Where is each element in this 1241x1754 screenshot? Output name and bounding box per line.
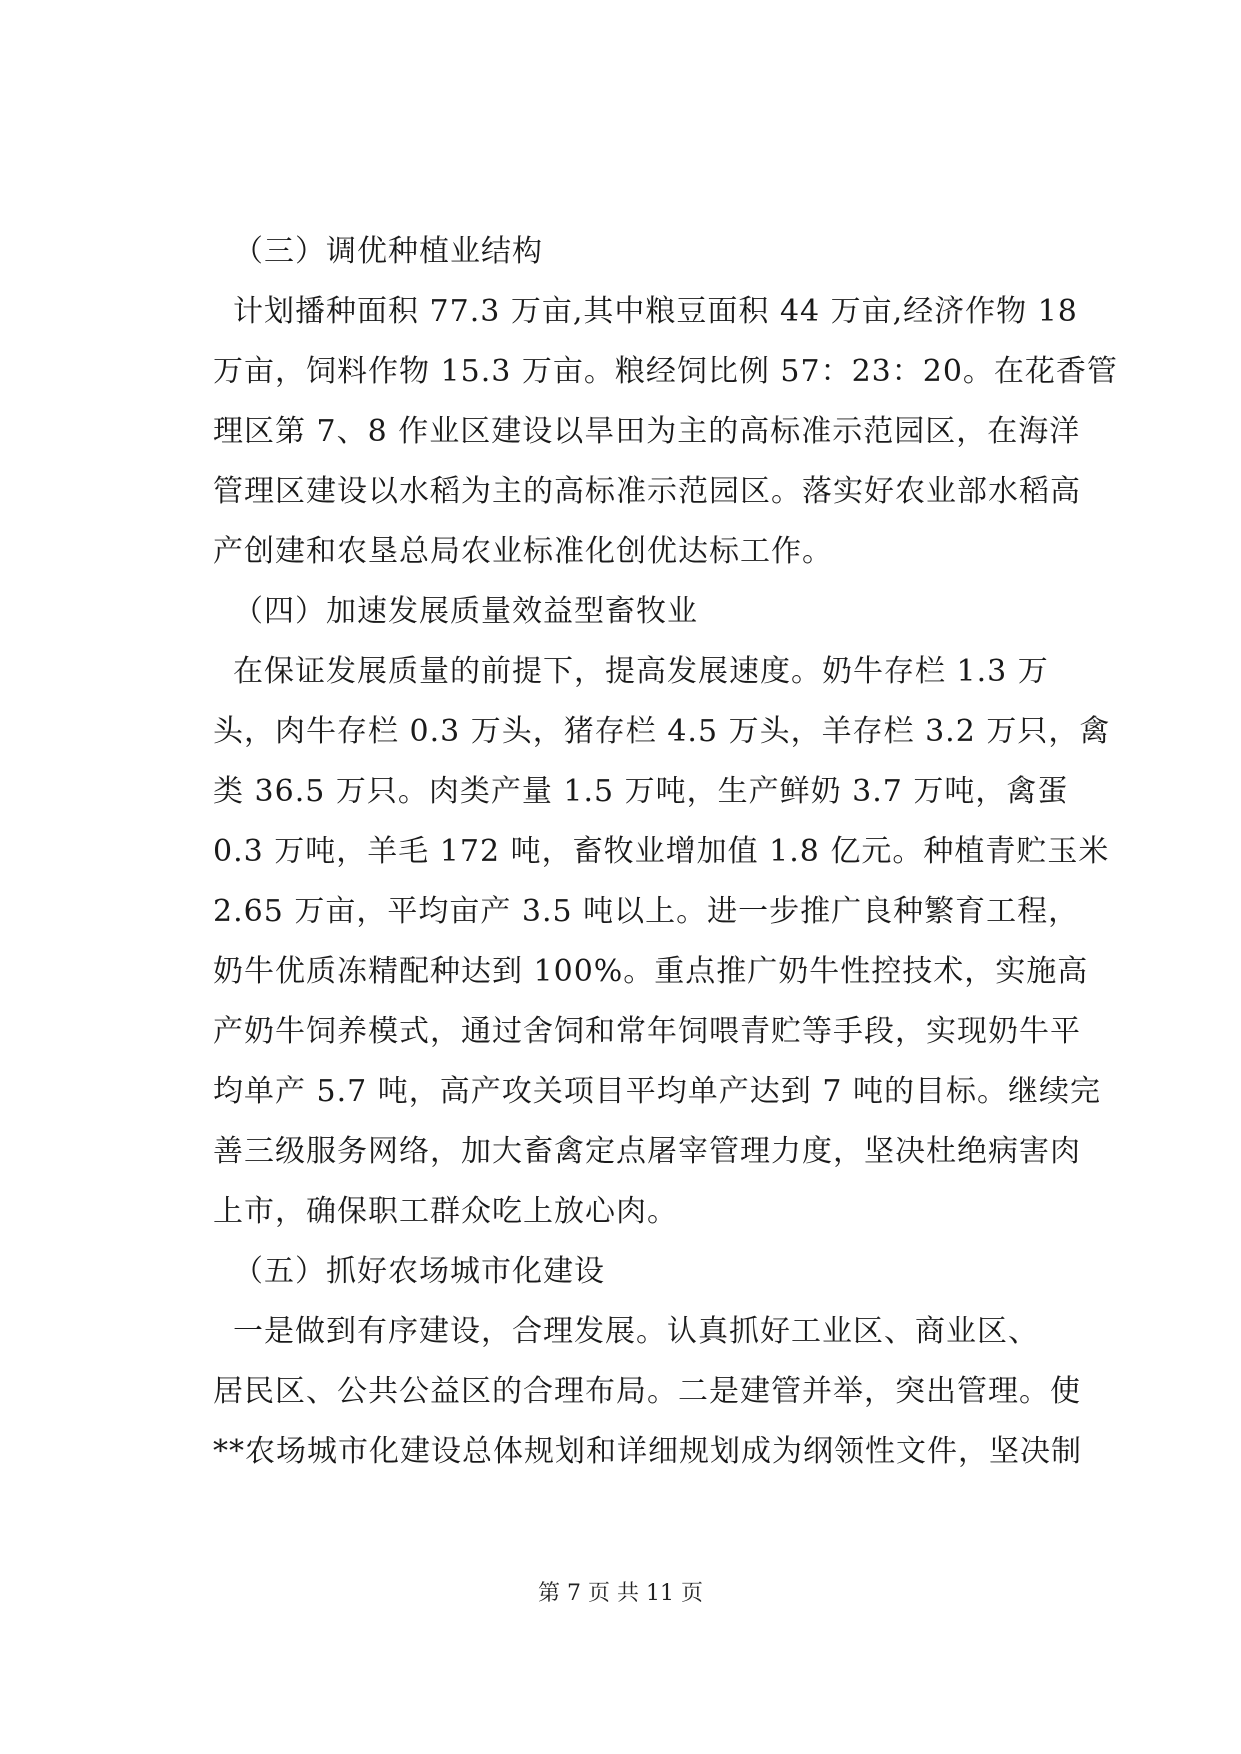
page-number-footer: 第 7 页 共 11 页: [538, 1581, 703, 1606]
paragraph-line: 管理区建设以水稻为主的高标准示范园区。落实好农业部水稻高: [213, 474, 1081, 509]
paragraph-line: 计划播种面积 77.3 万亩,其中粮豆面积 44 万亩,经济作物 18: [233, 294, 1078, 329]
paragraph-line: 头，肉牛存栏 0.3 万头，猪存栏 4.5 万头，羊存栏 3.2 万只，禽: [213, 714, 1111, 749]
paragraph-line: 一是做到有序建设，合理发展。认真抓好工业区、商业区、: [233, 1314, 1039, 1349]
paragraph-line: 万亩，饲料作物 15.3 万亩。粮经饲比例 57：23：20。在花香管: [213, 354, 1118, 389]
paragraph-line: 产奶牛饲养模式，通过舍饲和常年饲喂青贮等手段，实现奶牛平: [213, 1014, 1081, 1049]
section-heading-4: （四）加速发展质量效益型畜牧业: [233, 594, 698, 629]
paragraph-line: 产创建和农垦总局农业标准化创优达标工作。: [213, 534, 833, 569]
section-heading-3: （三）调优种植业结构: [233, 234, 543, 269]
paragraph-line: 0.3 万吨，羊毛 172 吨，畜牧业增加值 1.8 亿元。种植青贮玉米: [213, 834, 1110, 869]
paragraph-line: **农场城市化建设总体规划和详细规划成为纲领性文件，坚决制: [213, 1434, 1082, 1469]
paragraph-line: 理区第 7、8 作业区建设以旱田为主的高标准示范园区，在海洋: [213, 414, 1081, 449]
paragraph-line: 上市，确保职工群众吃上放心肉。: [213, 1194, 678, 1229]
paragraph-line: 居民区、公共公益区的合理布局。二是建管并举，突出管理。使: [213, 1374, 1081, 1409]
paragraph-line: 均单产 5.7 吨，高产攻关项目平均单产达到 7 吨的目标。继续完: [213, 1074, 1101, 1109]
paragraph-line: 奶牛优质冻精配种达到 100%。重点推广奶牛性控技术，实施高: [213, 954, 1089, 989]
section-heading-5: （五）抓好农场城市化建设: [233, 1254, 605, 1289]
document-body: [213, 222, 1118, 1482]
paragraph-line: 类 36.5 万只。肉类产量 1.5 万吨，生产鲜奶 3.7 万吨，禽蛋: [213, 774, 1069, 809]
paragraph-line: 2.65 万亩，平均亩产 3.5 吨以上。进一步推广良种繁育工程，: [213, 894, 1080, 929]
paragraph-line: 善三级服务网络，加大畜禽定点屠宰管理力度，坚决杜绝病害肉: [213, 1134, 1081, 1169]
paragraph-line: 在保证发展质量的前提下，提高发展速度。奶牛存栏 1.3 万: [233, 654, 1049, 689]
